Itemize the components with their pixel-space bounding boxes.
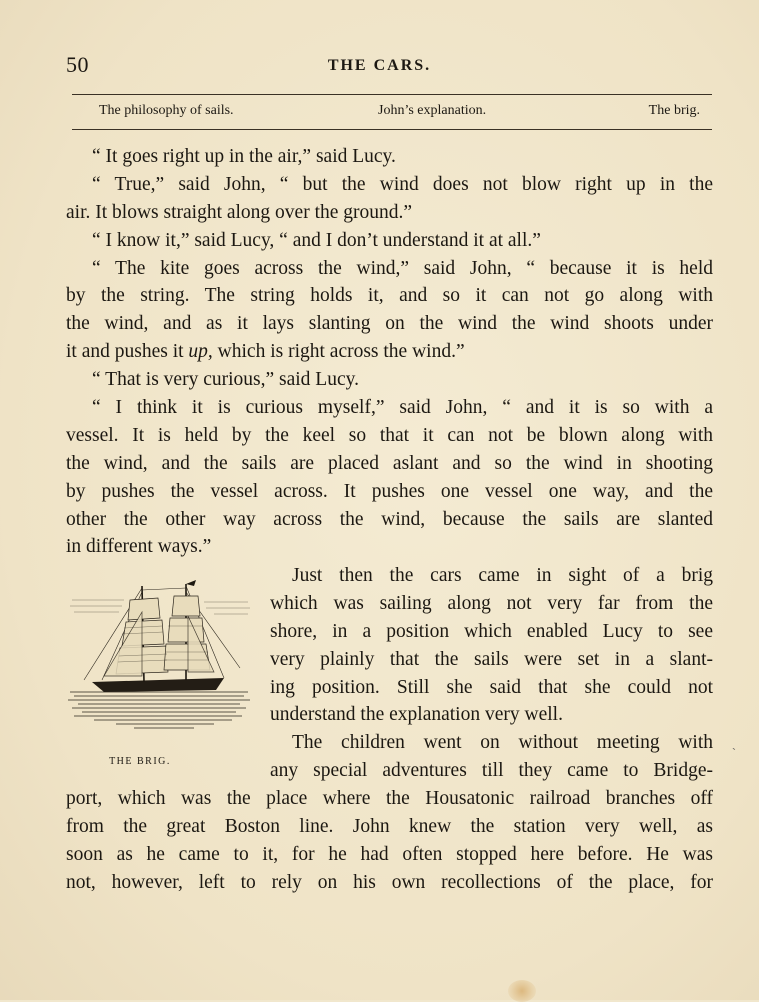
text-line: ing position. Still she said that she could not xyxy=(270,676,713,698)
text-line: from the great Boston line. John knew the station very well, as xyxy=(66,815,713,837)
headnote-right: The brig. xyxy=(648,103,700,118)
text-fragment: it and pushes it xyxy=(66,341,189,363)
page-number: 50 xyxy=(66,52,89,77)
flag xyxy=(186,580,196,586)
text-line: “ I think it is curious myself,” said John, “ and it is so with a xyxy=(92,397,713,419)
text-line: soon as he came to it, for he had often stopped here before. He was xyxy=(66,843,713,865)
text-line: which was sailing along not very far from the xyxy=(270,592,713,614)
text-line: “ I know it,” said Lucy, “ and I don’t understand it at all.” xyxy=(92,229,541,251)
margin-mark: ˴ xyxy=(732,740,736,754)
text-line: other the other way across the wind, because the sails are slanted xyxy=(66,508,713,530)
text-line: any special adventures till they came to Bridge- xyxy=(270,760,713,782)
text-line: by pushes the vessel across. It pushes one vessel one way, and the xyxy=(66,480,713,502)
running-title: THE CARS. xyxy=(327,57,432,74)
text-line: air. It blows straight along over the ground.” xyxy=(66,201,413,223)
text-line: The children went on without meeting with xyxy=(292,732,713,754)
headnote-left: The philosophy of sails. xyxy=(99,103,234,118)
sky-hatching xyxy=(70,600,250,614)
headnote-middle: John’s explanation. xyxy=(378,103,487,118)
italic-word: up, xyxy=(188,341,213,363)
text-line: by the string. The string holds it, and so it can not go along with xyxy=(66,285,713,307)
text-line: not, however, left to rely on his own recollections of the place, for xyxy=(66,871,713,893)
text-line: Just then the cars came in sight of a brig xyxy=(292,565,713,586)
paper-stain xyxy=(508,980,536,1002)
text-line: shore, in a position which enabled Lucy to see xyxy=(270,620,713,642)
hull xyxy=(92,678,224,692)
text-fragment: which is right across the wind.” xyxy=(212,341,465,363)
text-line: very plainly that the sails were set in a slant- xyxy=(270,648,713,670)
body-text-bottom xyxy=(66,785,713,897)
body-text-beside-illustration xyxy=(270,562,713,785)
text-line: the wind, and as it lays slanting on the wind the wind shoots under xyxy=(66,313,713,335)
text-line: “ The kite goes across the wind,” said John, “ because it is held xyxy=(92,257,713,279)
headnote-rule-bottom xyxy=(72,129,712,130)
headnote-rule-top xyxy=(72,94,712,95)
brig-illustration xyxy=(64,572,254,744)
text-line: port, which was the place where the Housatonic railroad branches off xyxy=(66,788,713,809)
text-line: the wind, and the sails are placed aslant and so the wind in shooting xyxy=(66,452,713,474)
text-line: vessel. It is held by the keel so that it can not be blown along with xyxy=(66,424,713,446)
sea-hatching xyxy=(68,692,250,728)
illustration-caption: THE BRIG. xyxy=(109,756,171,767)
text-line: “ True,” said John, “ but the wind does not blow right up in the xyxy=(92,173,713,195)
text-line: understand the explanation very well. xyxy=(270,704,563,726)
text-line-with-italic xyxy=(66,338,713,366)
text-line: “ That is very curious,” said Lucy. xyxy=(92,369,359,391)
text-line: in different ways.” xyxy=(66,536,212,558)
body-text-top xyxy=(66,143,713,561)
text-line: “ It goes right up in the air,” said Lucy. xyxy=(92,146,396,167)
